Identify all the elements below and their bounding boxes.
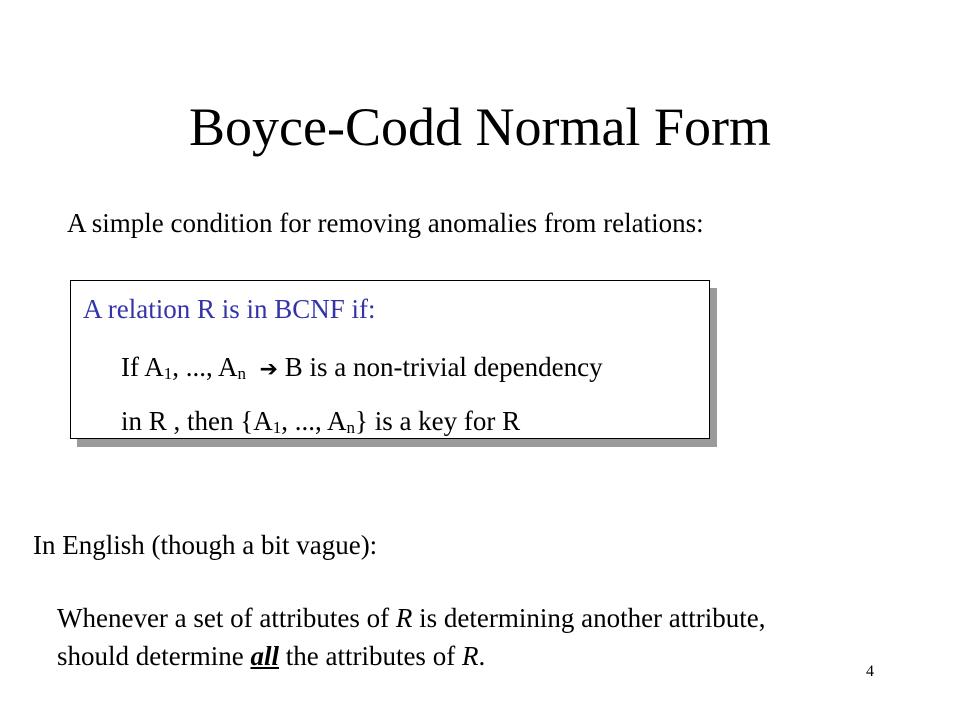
line2-start: in R , then {A	[121, 406, 273, 436]
relation-r: R	[395, 603, 413, 633]
emphasis-all: all	[250, 641, 279, 671]
definition-line-2	[121, 403, 520, 439]
page-number: 4	[866, 663, 874, 680]
subscript-1: 1	[272, 418, 282, 437]
english-line2-b: the attributes of	[278, 641, 462, 671]
line1-if: If A	[121, 352, 164, 382]
line2-mid: , ..., A	[281, 406, 347, 436]
intro-text: A simple condition for removing anomalies from relations:	[67, 208, 704, 238]
line1-rest: B is a non-trivial dependency	[277, 352, 603, 382]
english-line1-b: is determining another attribute,	[412, 603, 766, 633]
line1-mid: , ..., A	[172, 352, 238, 382]
subscript-n: n	[346, 418, 355, 437]
english-line2-end: .	[478, 641, 486, 671]
right-arrow-icon: ➔	[259, 357, 278, 382]
english-line-2	[57, 638, 485, 674]
slide-title: Boyce-Codd Normal Form	[189, 97, 771, 157]
english-line2-a: should determine	[57, 641, 251, 671]
relation-r: R	[461, 641, 479, 671]
definition-line-1	[121, 349, 603, 388]
subscript-n: n	[237, 364, 247, 383]
bcnf-definition-box	[70, 280, 710, 439]
english-line1-a: Whenever a set of attributes of	[57, 603, 396, 633]
definition-heading: A relation R is in BCNF if:	[83, 294, 376, 324]
line2-rest: } is a key for R	[354, 406, 521, 436]
subscript-1: 1	[163, 364, 173, 383]
english-line-1	[57, 600, 766, 636]
english-heading: In English (though a bit vague):	[33, 530, 378, 560]
